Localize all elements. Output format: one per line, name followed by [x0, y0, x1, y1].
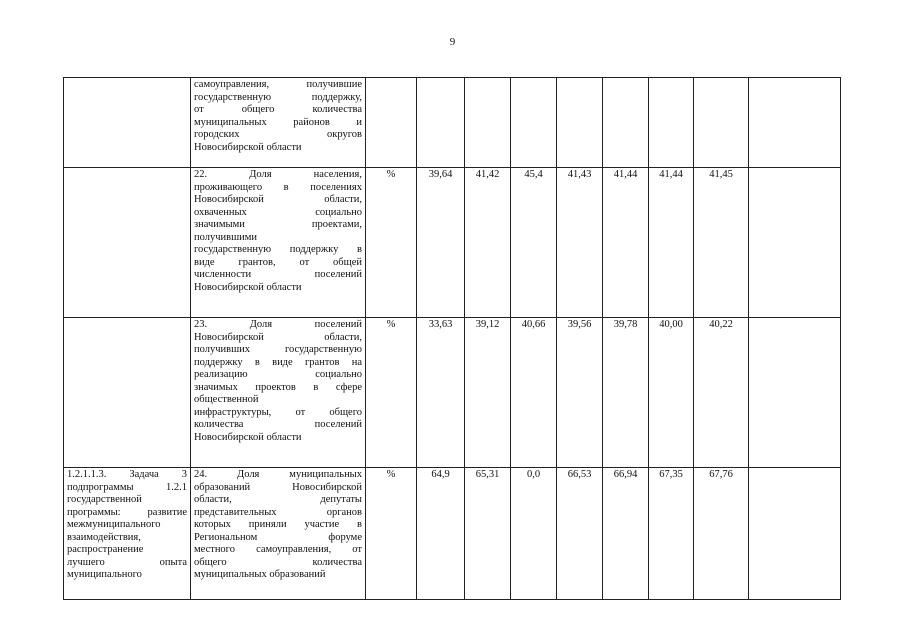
value-cell: 39,12 [465, 318, 511, 468]
value-cell [417, 78, 465, 168]
value-cell: 65,31 [465, 468, 511, 600]
indicator-text-line: муниципальных районов и [194, 116, 362, 128]
task-text-line: распространение [67, 544, 144, 556]
value-cell [649, 78, 694, 168]
notes-cell [749, 168, 841, 318]
table-row [64, 168, 841, 318]
value-cell: 41,42 [465, 168, 511, 318]
indicator-text-line: Новосибирской области [194, 141, 302, 153]
value-cell: 41,43 [557, 168, 603, 318]
task-cell [64, 318, 191, 468]
task-cell [64, 168, 191, 318]
indicator-text-line: от общего количества [194, 104, 362, 116]
indicator-text-line: охваченных социально [194, 206, 362, 218]
notes-cell [749, 468, 841, 600]
task-text-line: межмуниципального [67, 519, 161, 531]
indicator-text-line: поддержку в виде грантов на [194, 356, 362, 368]
value-cell: 66,53 [557, 468, 603, 600]
indicator-text-line: государственную поддержку в [194, 244, 362, 256]
notes-cell [749, 78, 841, 168]
table-row [64, 78, 841, 168]
indicator-text-line: количества поселений [194, 419, 362, 431]
indicator-text-line: виде грантов, от общей [194, 256, 362, 268]
indicator-text-line: получивших государственную [194, 344, 362, 356]
value-cell: 64,9 [417, 468, 465, 600]
value-cell: 39,56 [557, 318, 603, 468]
indicator-text-line: значимых проектов в сфере [194, 381, 362, 393]
indicator-text-line: которых приняли участие в [194, 519, 362, 531]
task-text-line: государственной [67, 494, 142, 506]
indicator-text-line: представительных органов [194, 506, 362, 518]
unit-cell: % [366, 468, 417, 600]
indicator-cell [191, 468, 366, 600]
unit-cell: % [366, 318, 417, 468]
value-cell: 40,22 [694, 318, 749, 468]
value-cell [603, 78, 649, 168]
indicator-text-line: инфраструктуры, от общего [194, 406, 362, 418]
page-number: 9 [449, 36, 456, 48]
indicator-text-line: проживающего в поселениях [194, 181, 362, 193]
value-cell [557, 78, 603, 168]
table-row [64, 318, 841, 468]
task-text-line: программы: развитие [67, 506, 187, 518]
value-cell [465, 78, 511, 168]
indicator-text-line: значимыми проектами, [194, 219, 362, 231]
unit-cell: % [366, 168, 417, 318]
value-cell [694, 78, 749, 168]
indicator-text-line: Новосибирской области, [194, 194, 362, 206]
value-cell: 41,44 [649, 168, 694, 318]
indicator-text-line: 24. Доля муниципальных [194, 469, 362, 480]
task-text-line: лучшего опыта [67, 556, 187, 568]
task-text-line: взаимодействия, [67, 531, 141, 543]
indicator-text-line: Новосибирской области [194, 281, 302, 293]
task-text-line: подпрограммы 1.2.1 [67, 481, 187, 493]
indicators-table [63, 77, 841, 600]
indicator-text-line: получившими [194, 231, 258, 243]
value-cell: 40,66 [511, 318, 557, 468]
indicator-cell [191, 318, 366, 468]
value-cell: 41,45 [694, 168, 749, 318]
task-text-line: 1.2.1.1.3. Задача 3 [67, 469, 187, 480]
indicator-text-line: муниципальных образований [194, 569, 326, 581]
task-text-line: муниципального [67, 569, 142, 581]
indicator-text-line: местного самоуправления, от [194, 544, 362, 556]
value-cell: 39,64 [417, 168, 465, 318]
task-cell [64, 468, 191, 600]
value-cell: 40,00 [649, 318, 694, 468]
value-cell: 41,44 [603, 168, 649, 318]
indicator-text-line: общего количества [194, 556, 362, 568]
indicator-text-line: численности поселений [194, 269, 362, 281]
value-cell: 0,0 [511, 468, 557, 600]
unit-cell [366, 78, 417, 168]
indicator-text-line: Новосибирской области [194, 431, 302, 443]
indicator-text-line: общественной [194, 394, 259, 406]
table-body [64, 78, 841, 600]
indicator-text-line: образований Новосибирской [194, 481, 362, 493]
value-cell: 67,35 [649, 468, 694, 600]
indicator-text-line: 23. Доля поселений [194, 319, 362, 330]
task-cell [64, 78, 191, 168]
notes-cell [749, 318, 841, 468]
table-row [64, 468, 841, 600]
indicator-text-line: городских округов [194, 129, 362, 141]
value-cell: 45,4 [511, 168, 557, 318]
indicator-text-line: области, депутаты [194, 494, 362, 506]
value-cell: 67,76 [694, 468, 749, 600]
value-cell [511, 78, 557, 168]
indicator-text-line: 22. Доля населения, [194, 169, 362, 180]
indicator-text-line: государственную поддержку, [194, 91, 362, 103]
indicator-cell [191, 78, 366, 168]
indicator-text-line: самоуправления, получившие [194, 79, 362, 90]
indicator-text-line: Региональном форуме [194, 531, 362, 543]
value-cell: 66,94 [603, 468, 649, 600]
indicator-text-line: Новосибирской области, [194, 331, 362, 343]
indicator-cell [191, 168, 366, 318]
value-cell: 33,63 [417, 318, 465, 468]
value-cell: 39,78 [603, 318, 649, 468]
indicator-text-line: реализацию социально [194, 369, 362, 381]
